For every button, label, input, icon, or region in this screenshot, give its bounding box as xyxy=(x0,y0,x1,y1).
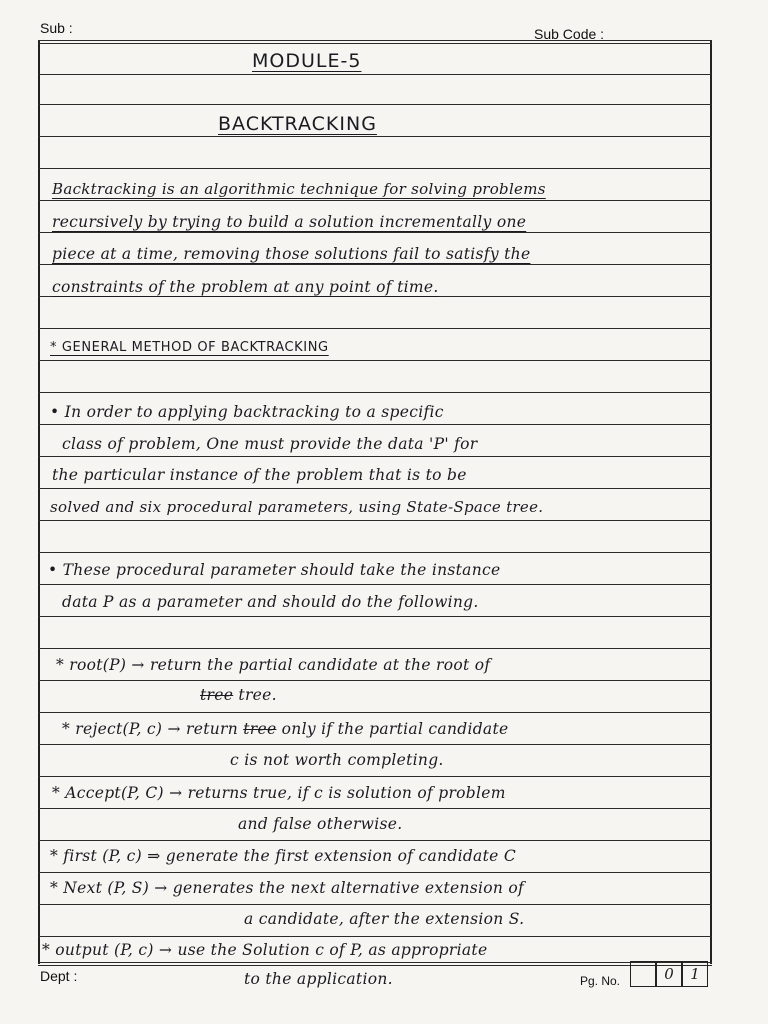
rule-line xyxy=(38,648,712,649)
sub-label: Sub : xyxy=(40,20,73,36)
reject-line-continued: c is not worth completing. xyxy=(230,751,444,769)
rule-line xyxy=(38,808,712,809)
rule-line xyxy=(38,584,712,585)
output-line: * output (P, c) → use the Solution c of P, as appropriate xyxy=(42,941,488,959)
rule-line xyxy=(38,264,712,265)
struck-word: tree xyxy=(200,686,234,704)
rule-line xyxy=(38,520,712,521)
intro-line: Backtracking is an algorithmic technique for solving problems xyxy=(52,180,546,198)
rule-line xyxy=(38,488,712,489)
rule-line xyxy=(38,680,712,681)
root-line-continued xyxy=(200,686,277,704)
rule-line xyxy=(38,456,712,457)
page-number-label: Pg. No. xyxy=(580,974,621,988)
intro-line: constraints of the problem at any point of time. xyxy=(52,278,439,296)
rule-line xyxy=(38,360,712,361)
root-line-end: tree. xyxy=(238,686,277,704)
intro-line: piece at a time, removing those solutions fail to satisfy the xyxy=(52,245,531,263)
next-line-continued: a candidate, after the extension S. xyxy=(244,910,525,928)
rule-line xyxy=(38,424,712,425)
rule-line xyxy=(38,136,712,137)
intro-line: recursively by trying to build a solution incrementally one xyxy=(52,213,527,231)
para1-line: the particular instance of the problem that is to be xyxy=(52,466,467,484)
rule-line xyxy=(38,328,712,329)
rule-line xyxy=(38,904,712,905)
rule-line xyxy=(38,168,712,169)
rule-line xyxy=(38,392,712,393)
rule-line xyxy=(38,232,712,233)
page-digit-box: 0 xyxy=(656,961,682,987)
para1-line: • In order to applying backtracking to a specific xyxy=(50,403,444,421)
para1-line: class of problem, One must provide the data 'P' for xyxy=(62,435,478,453)
topic-title: BACKTRACKING xyxy=(218,113,377,135)
rule-line xyxy=(38,840,712,841)
para2-line: • These procedural parameter should take the instance xyxy=(48,561,501,579)
next-line: * Next (P, S) → generates the next alternative extension of xyxy=(50,879,525,897)
para1-line: solved and six procedural parameters, using State-Space tree. xyxy=(50,498,544,516)
struck-word: tree xyxy=(243,720,277,738)
para2-line: data P as a parameter and should do the following. xyxy=(62,593,479,611)
reject-line xyxy=(62,720,508,738)
rule-line xyxy=(38,200,712,201)
rule-line xyxy=(38,712,712,713)
module-title: MODULE-5 xyxy=(252,50,362,72)
first-line: * first (P, c) ⇒ generate the first extension of candidate C xyxy=(50,847,516,865)
accept-line-continued: and false otherwise. xyxy=(238,815,403,833)
rule-line xyxy=(38,74,712,75)
root-line: * root(P) → return the partial candidate at the root of xyxy=(56,656,491,674)
rule-line xyxy=(38,872,712,873)
rule-line xyxy=(38,40,712,41)
rule-line xyxy=(38,744,712,745)
rule-line xyxy=(38,552,712,553)
output-line-continued: to the application. xyxy=(244,970,393,988)
sub-code-label: Sub Code : xyxy=(534,26,605,42)
page-digit-box xyxy=(630,961,656,987)
page-digit-box: 1 xyxy=(682,961,708,987)
rule-line xyxy=(38,616,712,617)
reject-line-end: only if the partial candidate xyxy=(281,720,509,738)
rule-line xyxy=(38,962,712,963)
reject-line-start: * reject(P, c) → return xyxy=(62,720,238,738)
section-heading: * GENERAL METHOD OF BACKTRACKING xyxy=(50,340,329,355)
rule-line xyxy=(38,296,712,297)
rule-line xyxy=(38,936,712,937)
accept-line: * Accept(P, C) → returns true, if c is solution of problem xyxy=(52,784,506,802)
rule-line xyxy=(38,776,712,777)
rule-line xyxy=(38,104,712,105)
dept-label: Dept : xyxy=(40,968,78,984)
